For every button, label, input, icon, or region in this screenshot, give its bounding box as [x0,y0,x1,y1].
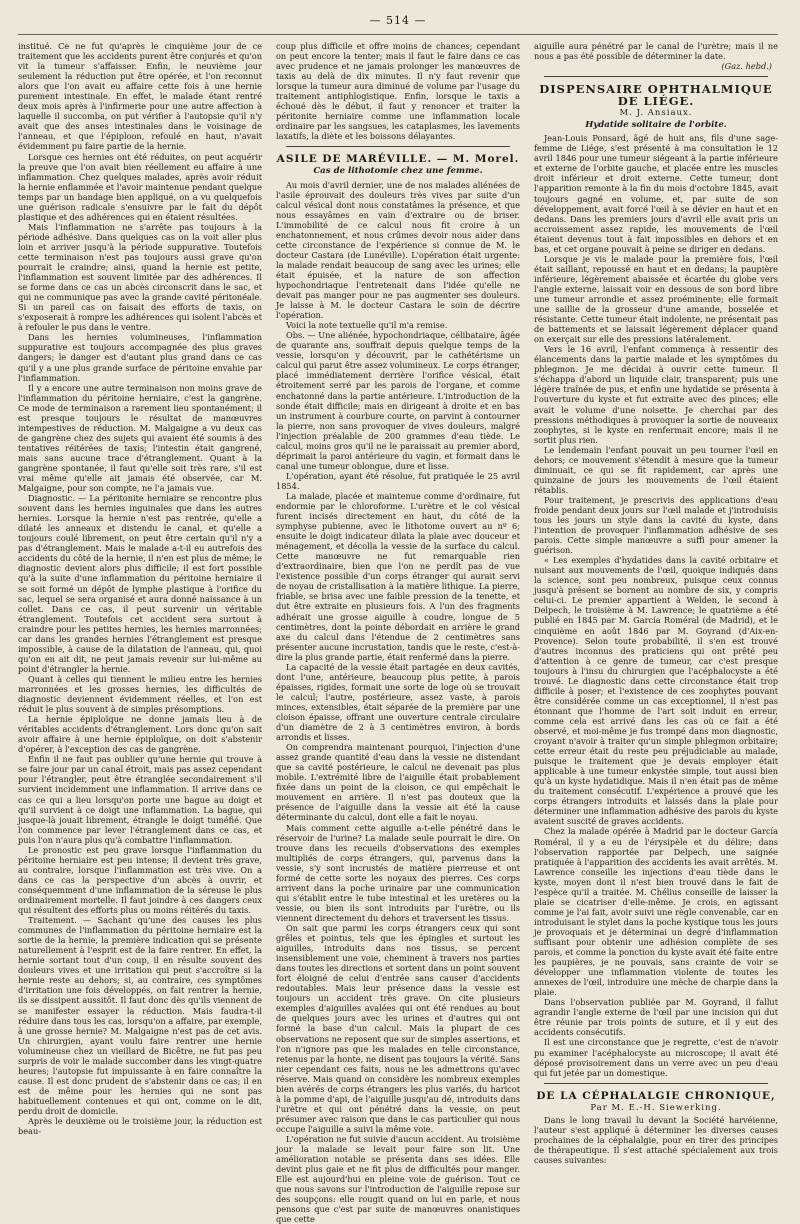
paragraph: Il y a encore une autre terminaison non moins grave de l'inflammation du péritoine herniaire, c'est la gangrène. Ce mode de terminaison a rarement lieu spontanément; il est presque toujours le résultat de manœuvres intempestives de réduction. M. Malgaigne a vu deux cas de gangrène chez des sujets qui avaient été soumis à des tentatives réitérées de taxis; l'intestin était gangrené, mais sans aucune trace d'étranglement. Quant à la gangrène spontanée, il faut qu'elle soit très rare, s'il est vrai même qu'elle ait jamais été observée, car M. Malgaigne, pour son compte, ne l'a jamais vue. [18,382,262,494]
section-subtitle-hydatide: Hydatide solitaire de l'orbite. [585,120,727,131]
paragraph: Mais l'inflammation ne s'arrête pas toujours à la période adhésive. Dans quelques cas on la voit aller plus loin et arriver jusqu'à la période suppurative. Toutefois cette terminaison n'est pas toujours aussi grave qu'on pourrait le craindre; ainsi, quand la hernie est petite, l'inflammation est souvent limitée par des adhérences. Il se forme dans ce cas un abcès circonscrit dans le sac, et qui ne communique pas avec la grande cavité péritonéale. Si un pareil cas on faisait des efforts de taxis, on s'exposerait à rompre les adhérences qui isolent l'abcès et à refouler le pus dans le ventre. [18,221,262,333]
section-divider [286,146,510,147]
paragraph: coup plus difficile et offre moins de chances; cependant on peut encore la tenter; mais il faut le faire dans ce cas avec prudence et ne jamais prolonger les manœuvres de taxis au delà de dix minutes. Il n'y faut revenir que lorsque la tumeur aura diminué de volume par l'usage du traitement antiphlogistique. Enfin, lorsque le taxis a échoué dès le début, il faut y renoncer et traiter la péritonite herniaire comme une inflammation locale ordinaire par les sangsues, les cataplasmes, les lavements laxatifs, la diète et les boissons délayantes. [276,41,520,142]
paragraph: Enfin il ne faut pas oublier qu'une hernie qui trouve à se faire jour par un canal étroit, mais pas assez cependant pour l'étrangler, peut être étranglée secondairement s'il survient incidemment une inflammation. Il arrive dans ce cas ce qui a lieu lorsqu'on porte une bague au doigt et qu'il survient à ce doigt une inflammation. La bague, qui jusque-là jouait librement, étrangle le doigt tuméfié. Que l'on commence par lever l'étranglement dans ce cas, et puis l'on n'aura plus qu'à combattre l'inflammation. [18,754,262,845]
paragraph: Traitement. — Sachant qu'une des causes les plus communes de l'inflammation du péritoine herniaire est la sortie de la hernie, la première indication qui se présente naturellement à l'esprit est de la faire rentrer. En effet, la hernie sortant tout d'un coup, il en résulte souvent des douleurs vives et une irritation qui peut s'accroître si la hernie reste au dehors; si, au contraire, ces symptômes d'irritation une fois développés, on fait rentrer la hernie, ils se dissipent aussitôt. Il faut donc dès qu'ils viennent de se manifester essayer la réduction. Mais faudra-t-il réduire dans tous les cas, lorsqu'on a affaire, par exemple, à une grosse hernie? M. Malgaigne n'est pas de cet avis. Un chirurgien, ayant voulu faire rentrer une hernie volumineuse chez un vieillard de Bicêtre, ne fut pas peu surpris de voir le malade succomber dans les vingt-quatre heures; l'autopsie fut impuissante à en faire connaître la cause. Il est donc prudent de s'abstenir dans ce cas; il en est de même pour les hernies qui ne sont pas habituellement contenues et qui ont, comme on le dit, perdu droit de domicile. [18,915,262,1116]
paragraph: Voici la note textuelle qu'il m'a remise. [286,320,448,331]
paragraph: Lorsque je vis le malade pour la première fois, l'œil était saillant, repoussé en haut et en dedans; la paupière inférieure, légèrement abaissée et écartée du globe vers l'angle externe, laissait voir en dessous de son bord libre une tumeur arrondie et assez proéminente; elle formait une saillie de la grosseur d'une amande, bosselée et résistante. Cette tumeur était indolente, ne présentait pas de battements et se laissait légèrement déplacer quand on exerçait sur elle des pressions latéralement. [534,253,778,345]
paragraph: Diagnostic. — La péritonite herniaire se rencontre plus souvent dans les hernies inguinales que dans les autres hernies. Lorsque la hernie n'est pas rentrée, qu'elle a dilaté les anneaux et distendu le canal, et qu'elle a toujours coulé librement, on peut être certain qu'il n'y a pas d'étranglement. Mais le malade a-t-il eu autrefois des accidents du côté de la hernie, il n'en est plus de même; le diagnostic devient alors plus difficile; il est fort possible qu'à la suite d'une inflammation du péritoine herniaire il se soit formé un dépôt de lymphe plastique à l'orifice du sac, lequel se sera organisé et aura donné naissance à un collet. Dans ce cas, il peut survenir un véritable étranglement. Toutefois cet accident sera surtout à craindre pour les petites hernies, les hernies marronnées; car dans les grandes hernies l'étranglement est presque impossible, à cause de la dilatation de l'anneau, qui, quoi qu'on en ait dit, ne peut jamais revenir sur lui-même au point d'étrangler la hernie. [18,493,262,674]
paragraph: L'opération ne fut suivie d'aucun accident. Au troisième jour la malade se levait pour faire son lit. Une amélioration notable se présenta dans ses idées. Elle devint plus gaie et ne fit plus de difficultés pour manger. Elle est aujourd'hui en pleine voie de guérison. Tout ce que nous savons sur l'introduction de l'aiguille repose sur des soupçons: elle rougit quand on lui en parle, et nous pensons que c'est par suite de manœuvres onanistiques que cette [276,1133,520,1224]
paragraph: Pour traitement, je prescrivis des applications d'eau froide pendant deux jours sur l'œil malade et j'introduisis tous les jours un style dans la cavité du kyste, dans l'intention de provoquer l'inflammation adhésive de ses parois. Cette simple manœuvre a suffi pour amener la guérison. [534,494,778,556]
paragraph: Chez la malade opérée à Madrid par le docteur García Roméral, il y a eu de l'érysipèle et du délire; dans l'observation rapportée par Delpech, une saignée pratiquée à l'apparition des accidents les avait arrêtés. M. Lawrence conseille les injections d'eau tiède dans le kyste, moyen dont il n'est bien trouvé dans le fait de l'espèce qu'il a traitée. M. Chélius conseille de laisser la plaie se cicatriser d'elle-même. Je crois, en agissant comme je l'ai fait, avoir suivi une règle convenable, car en introduisant le stylet dans la poche kystique tous les jours je provoquais et je déterminai un degré d'inflammation suffisant pour obtenir une adhésion complète de ses parois, et comme la ponction du kyste avait été faite entre les paupières, je ne pouvais, sans crainte de voir se développer une inflammation violente de toutes les annexes de l'œil, introduire une mèche de charpie dans la plaie. [534,826,778,998]
section-author-siewerking: Par M. E.-H. Siewerking. [590,1102,722,1113]
paragraph: « Les exemples d'hydatides dans la cavité orbitaire et nuisant aux mouvements de l'œil, quoique indiqués dans la science, sont peu nombreux, puisque ceux connus jusqu'à présent se bornent au nombre de six, y compris celui-ci. Le premier appartient à Welden, le second à Delpech, le troisième à M. Lawrence; le quatrième a été publié en 1845 par M. García Roméral (de Madrid), et le cinquième en août 1846 par M. Goyrand (d'Aix-en-Provence). Selon toute probabilité, il s'en est trouvé d'autres inconnus des praticiens qui ont prêté peu d'attention à ce genre de tumeur, car c'est presque toujours à l'insu du chirurgien que l'acéphalocyste a été trouvé. Le diagnostic dans cette circonstance était trop difficile à poser; et l'existence de ces zoophytes pouvant être considérée comme un cas exceptionnel, il n'est pas étonnant que l'homme de l'art soit induit en erreur, comme cela est arrivé dans les cas où ce fait a été observé, et moi-même je fus trompé dans mon diagnostic, croyant n'avoir à traiter qu'un simple phlegmon orbitaire; cette erreur était du reste peu préjudiciable au malade, puisque le traitement que je devais employer était applicable à une tumeur enkystée simple, tout aussi bien qu'à un kyste hydatidique. Mais il n'en était pas de même du traitement consécutif. L'expérience a prouvé que les corps étrangers introduits et laissés dans la plaie pour déterminer une inflammation adhésive des parois du kyste avaient suscité de graves accidents. [534,555,778,827]
page-number: — 514 — [369,14,427,27]
paragraph: Dans les hernies volumineuses, l'inflammation suppurative est toujours accompagnée des plus graves dangers; le danger est d'autant plus grand dans ce cas qu'il y a une plus grande surface de péritoine envahie par l'inflammation. [18,332,262,383]
section-author-ansiaux: M. J. Ansiaux. [619,108,693,119]
paragraph: La hernie épiploïque ne donne jamais lieu à de véritables accidents d'étranglement. Lors donc qu'on sait avoir affaire à une hernie épiploïque, on doit s'abstenir d'opérer, à l'exception des cas de gangrène. [18,714,262,755]
paragraph: Obs. — Une aliénée, hypochondriaque, célibataire, âgée de quarante ans, souffrait depuis quelque temps de la vessie, lorsqu'on y découvrit, par le cathétérisme un calcul qui parut être assez volumineux. Le corps étranger, placé immédiatement derrière l'orifice vésical, était étroitement serré par les parois de l'organe, et comme enchatonné dans la partie antérieure. L'introduction de la sonde était difficile; mais en dirigeant à droite et en bas un instrument à courbure courte, on parvint à contourner la pierre, non sans provoquer de vives douleurs, malgré l'injection préalable de 200 grammes d'eau tiède. Le calcul, moins gros qu'il ne le paraissait au premier abord, déprimait la paroi antérieure du vagin, et formait dans le canal une tumeur oblongue, dure et lisse. [276,330,520,471]
paragraph: institué. Ce ne fut qu'après le cinquième jour de ce traitement que les accidents purent être conjurés et qu'on vit la tumeur s'affaisser. Enfin, le neuvième jour seulement la réduction put être opérée, et l'on reconnut alors que l'on avait eu affaire cette fois à une hernie purement intestinale. En effet, le malade étant rentré deux mois après à l'infirmerie pour une autre affection à laquelle il succomba, on put vérifier à l'autopsie qu'il n'y avait que des anses intestinales dans le voisinage de l'anneau, et que l'épiploon, refoulé en haut, n'avait évidemment pu faire partie de la hernie. [18,41,262,152]
paragraph: L'opération, ayant été résolue, fut pratiquée le 25 avril 1854. [276,470,520,491]
paragraph: On comprendra maintenant pourquoi, l'injection d'une assez grande quantité d'eau dans la vessie ne distendant que sa cavité postérieure, le calcul ne devenait pas plus mobile. L'extrémité libre de l'aiguille était probablement fixée dans un point de la cloison, ce qui empêchait le mouvement en arrière. Il n'est pas douteux que la présence de l'aiguille dans la vessie ait été la cause déterminante du calcul, dont elle a fait le noyau. [276,742,520,823]
paragraph: Lorsque ces hernies ont été réduites, on peut acquérir la preuve que l'on avait bien réellement eu affaire à une inflammation. Chez quelques malades, après avoir réduit la hernie enflammée et l'avoir maintenue pendant quelque temps par un bandage bien appliqué, on a vu quelquefois une guérison radicale s'ensuivre par le fait du dépôt plastique et des adhérences qui en étaient résultées. [18,151,262,222]
paragraph: Vers le 16 avril, l'enfant commença à ressentir des élancements dans la partie malade et les symptômes du phlegmon. Je me décidai à ouvrir cette tumeur. Il s'échappa d'abord un liquide clair, transparent; puis une légère traînée de pus, et enfin une hydatide se présenta à l'ouverture du kyste et fut extraite avec des pinces; elle avait le volume d'une noisette. Je cherchai par des pressions méthodiques à provoquer la sortie de nouveaux zoophytes, si le kyste en renfermait encore; mais il ne sortit plus rien. [534,344,778,445]
paragraph: Quant à celles qui tiennent le milieu entre les hernies marronnées et les grosses hernies, les difficultés de diagnostic deviennent évidemment réelles, et l'on est réduit le plus souvent à de simples présomptions. [18,673,262,715]
paragraph: Mais comment cette aiguille a-t-elle pénétré dans le réservoir de l'urine? La malade seule pourrait le dire. On trouve dans les recueils d'observations des exemples multipliés de corps étrangers, qui, parvenus dans la vessie, s'y sont incrustés de matière pierreuse et ont formé de cette sorte les noyaux des pierres. Ces corps arrivent dans la poche urinaire par une communication qui s'établit entre le tube intestinal et les uretères ou la vessie, ou bien ils sont introduits par l'urètre, ou ils viennent directement du dehors et traversent les tissus. [276,822,520,923]
paragraph: Après le deuxième ou le troisième jour, la réduction est beau- [18,1116,262,1137]
source-signature: (Gaz. hebd.) [721,61,772,72]
column-3 [534,41,778,1165]
section-divider [544,76,768,77]
section-divider [544,1083,768,1084]
section-title-cephalalgie: DE LA CÉPHALALGIE CHRONIQUE, [536,1089,776,1102]
paragraph: Au mois d'avril dernier, une de nos malades aliénées de l'asile éprouvait des douleurs très vives par suite d'un calcul vésical dont nous constatâmes la présence, et que nous essayâmes en vain d'extraire ou de briser. L'immobilité de ce calcul nous fit croire à un enchatonnement, et nous crûmes devoir nous aider dans cette circonstance de l'expérience si connue de M. le docteur Castara (de Lunéville). L'opération était urgente: la malade rendait beaucoup de sang avec les urines; elle était épuisée, et la nature de son affection hypochondriaque l'entretenait dans l'idée qu'elle ne devait pas manger pour ne pas augmenter ses douleurs. Je laisse à M. le docteur Castara le soin de décrire l'opération. [276,179,520,321]
page-header [18,10,778,35]
column-1 [18,41,262,1161]
column-2 [276,41,520,1224]
section-title-dispensaire: DISPENSAIRE OPHTHALMIQUE DE LIÉGE. [539,82,773,109]
paragraph: Dans l'observation publiée par M. Goyrand, il fallut agrandir l'angle externe de l'œil par une incision qui dut être réunie par trois points de suture, et il y eut des accidents consécutifs. [534,997,778,1038]
paragraph: Jean-Louis Ponsard, âgé de huit ans, fils d'une sage-femme de Liége, s'est présenté à ma consultation le 12 avril 1846 pour une tumeur siégeant à la partie inférieure et externe de l'orbite gauche, et placée entre les muscles droit inférieur et droit externe. Cette tumeur, dont l'apparition remonte à la fin du mois d'octobre 1845, avait toujours gagné en volume, et, par suite de son développement, avait forcé l'œil à se dévier en haut et en dedans. Dans les premiers jours d'avril elle avait pris un accroissement assez rapide, les mouvements de l'œil étaient devenus tout à fait impossibles en dehors et en bas, et cet organe pouvait à peine se diriger en dedans. [534,133,778,254]
paragraph: Dans le long travail lu devant la Société harvéienne, l'auteur s'est appliqué à déterminer les diverses causes prochaines de la céphalalgie, pour en tirer des principes de thérapeutique. Il s'est attaché spécialement aux trois causes suivantes: [534,1114,778,1165]
section-subtitle-lithotomie: Cas de lithotomie chez une femme. [313,166,483,177]
columns [18,41,778,1224]
paragraph: Le pronostic est peu grave lorsque l'inflammation du péritoine herniaire est peu intense; il devient très grave, au contraire, lorsque l'inflammation est très vive. On a dans ce cas la perspective d'un abcès à ouvrir, et conséquemment d'une inflammation de la séreuse le plus ordinairement mortelle. Il faut joindre à ces dangers ceux qui résultent des efforts plus ou moins réitérés du taxis. [18,844,262,916]
paragraph: On sait que parmi les corps étrangers ceux qui sont grêles et pointus, tels que les épingles et surtout les aiguilles, introduits dans nos tissus, se percent insensiblement une voie, cheminent à travers nos parties dans toutes les directions et sortent dans un point souvent fort éloigné de celui d'entrée sans causer d'accidents redoutables. Mais leur présence dans la vessie est toujours un accident très grave. On cite plusieurs exemples d'aiguilles avalées qui ont été rendues au bout de quelques jours avec les urines et d'autres qui ont formé la base d'un calcul. Mais la plupart de ces observations ne reposent que sur de simples assertions, et l'on n'ignore pas que les malades en telle circonstance, retenus par la honte, ne disent pas toujours la vérité. Sans nier cependant ces faits, nous ne les admettrons qu'avec réserve. Mais quand on considère les nombreux exemples bien avérés de corps étrangers les plus variés, du haricot à la pomme d'api, de l'aiguille jusqu'au dé, introduits dans l'urètre et qui ont pénétré dans la vessie, on peut présumer avec raison que dans le cas particulier qui nous occupe l'aiguille a suivi la même voie. [276,922,520,1134]
section-title-mareville: ASILE DE MARÉVILLE. — M. Morel. [276,153,520,166]
paragraph: La malade, placée et maintenue comme d'ordinaire, fut endormie par le chloroforme. L'urètre et le col vésical furent incisés directement en haut, du côté de la symphyse pubienne, avec le lithotome ouvert au nº 6; ensuite le doigt indicateur dilata la plaie avec douceur et ménagement, et décolla la vessie de la surface du calcul. Cette manœuvre ne fut remarquable rien d'extraordinaire, bien que l'on ne perdît pas de vue l'existence possible d'un corps étranger qui aurait servi de noyau de cristallisation à la matière lithique. La pierre, friable, se brisa avec une faible pression de la tenette, et dut être extraite en plusieurs fois. A l'un des fragments adhérait une grosse aiguille à coudre, longue de 5 centimètres, dont la pointe débordait en arrière le grand axe du calcul dans l'étendue de 2 centimètres sans présenter aucune incrustation, tandis que le reste, c'est-à-dire la plus grande partie, était renfermé dans la pierre. [276,490,520,662]
paragraph: Le lendemain l'enfant pouvait un peu tourner l'œil en dehors; ce mouvement s'étendit à mesure que la tumeur diminuait, ce qui se fit rapidement, car après une quinzaine de jours les mouvements de l'œil étaient rétablis. [534,444,778,495]
paragraph: La capacité de la vessie était partagée en deux cavités, dont l'une, antérieure, beaucoup plus petite, à parois épaisses, rigides, formait une sorte de loge où se trouvait le calcul; l'autre, postérieure, assez vaste, à parois minces, extensibles, était séparée de la première par une cloison épaisse, offrant une ouverture centrale circulaire d'un diamètre de 2 à 3 centimètres environ, à bords arrondis et lisses. [276,661,520,743]
paragraph: Il est une circonstance que je regrette, c'est de n'avoir pu examiner l'acéphalocyste au microscope; il avait été déposé provisoirement dans un verre avec un peu d'eau qui fut jetée par un domestique. [534,1037,778,1078]
paragraph: aiguille aura pénétré par le canal de l'urètre; mais il ne nous a pas été possible de déterminer la date. [534,41,778,62]
